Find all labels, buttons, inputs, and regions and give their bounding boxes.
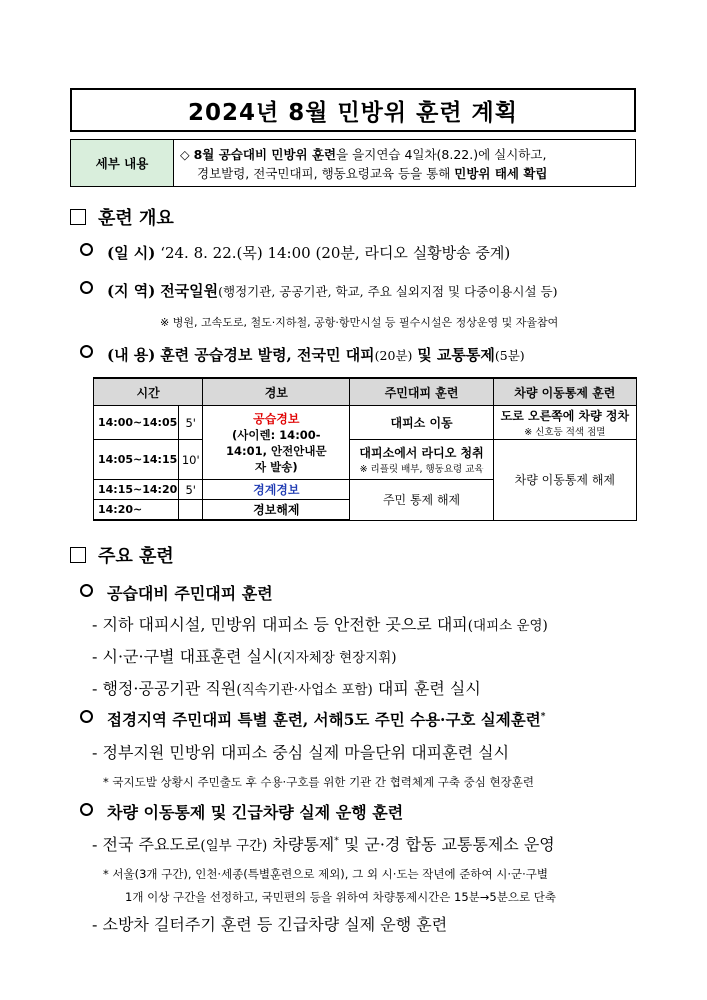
alarm-sub: (사이렌: 14:00-14:01, 안전안내문자 발송) [226,428,327,474]
area-extra: (행정기관, 공공기관, 학교, 주요 실외지점 및 다중이용시설 등) [218,284,558,299]
time-value: ‘24. 8. 22.(목) 14:00 [160,244,311,262]
item-sub: (일부 구간) [200,838,268,854]
cell-alarm-warn [203,480,350,500]
circle-bullet-icon [80,803,93,816]
traffic1: 도로 오른쪽에 차량 정차 [500,409,630,423]
group-3-title [80,800,403,823]
summary-bold-2: 민방위 태세 확립 [454,166,548,181]
footnote-star: * [540,711,546,722]
group-3-note-2: 1개 이상 구간을 선정하고, 국민편의 등을 위하여 차량통제시간은 15분→5분으로 단축 [125,890,556,904]
cell-evac1: 대피소 이동 [350,406,493,440]
section-heading-text: 훈련 개요 [98,208,174,229]
item-text: 차량통제 [267,835,335,854]
content-v2: 및 교통통제 [417,346,495,364]
time-label: (일 시) [107,244,156,262]
alarm-warn: 경계경보 [253,483,300,497]
training-schedule-table [93,377,637,521]
group-3-item [92,832,555,855]
circle-bullet-icon [80,584,93,597]
cell-time: 14:05~14:15 [94,440,179,480]
content-v2s: (5분) [494,348,525,363]
cell-alarm-clear: 경보해제 [203,500,350,521]
area-label: (지 역) [107,282,156,300]
square-bullet-icon [70,547,86,563]
header-evac: 주민대피 훈련 [350,378,493,406]
table-row [94,440,637,480]
cell-time: 14:20~ [94,500,179,521]
summary-text [174,140,635,186]
circle-bullet-icon [80,710,93,723]
cell-min: 10' [179,440,203,480]
diamond-bullet: ◇ [180,147,190,162]
area-value: 전국일원 [160,282,219,300]
circle-bullet-icon [80,345,93,358]
cell-evac3: 주민 통제 해제 [350,480,493,521]
table-header-row [94,378,637,406]
group-1-text: 공습대비 주민대피 훈련 [107,584,273,603]
section-heading-main-training [70,542,174,568]
evac2-note: ※ 리플릿 배부, 행동요령 교육 [359,464,484,475]
item-tail: 대피 훈련 실시 [372,679,481,698]
content-label: (내 용) [107,346,156,364]
alarm-main: 공습경보 [253,412,300,426]
section-heading-overview [70,204,174,230]
time-extra: (20분, 라디오 실황방송 중계) [315,244,511,262]
item-text: - 행정·공공기관 직원 [92,679,237,698]
summary-bold-1: 8월 공습대비 민방위 훈련 [193,147,337,162]
content-v1s: (20분) [374,348,413,363]
item-text: - 지하 대피시설, 민방위 대피소 등 안전한 곳으로 대피 [92,615,468,634]
summary-box [70,139,636,187]
group-1-item [92,676,481,699]
circle-bullet-icon [80,243,93,256]
item-sub: (대피소 운영) [467,618,548,634]
header-time: 시간 [94,378,203,406]
group-2-title [80,708,545,730]
overview-area [80,280,557,301]
cell-alarm-main [203,406,350,480]
item-sub: (지자체장 현장지휘) [277,650,397,666]
summary-label: 세부 내용 [71,140,174,186]
page-title: 2024년 8월 민방위 훈련 계획 [70,88,636,132]
cell-evac2 [350,440,493,480]
item-text: 및 군·경 합동 교통통제소 운영 [338,835,555,854]
cell-time: 14:00~14:05 [94,406,179,440]
group-2-note: * 국지도발 상황시 주민출도 후 수용·구호를 위한 기관 간 협력체계 구축 중심 현장훈련 [103,775,534,789]
cell-time: 14:15~14:20 [94,480,179,500]
item-text: - 전국 주요도로 [92,835,201,854]
table-row [94,406,637,440]
circle-bullet-icon [80,281,93,294]
group-1-item [92,644,397,667]
evac2: 대피소에서 라디오 청취 [359,446,484,460]
item-sub: (직속기관·사업소 포함) [236,682,373,698]
content-v1: 훈련 공습경보 발령, 전국민 대피 [160,346,375,364]
square-bullet-icon [70,209,86,225]
group-1-item [92,612,548,635]
overview-time [80,242,510,263]
summary-text-2: 경보발령, 전국민대피, 행동요령교육 등을 통해 [197,166,451,181]
group-3-note-1: * 서울(3개 구간), 인천·세종(특별훈련으로 제외), 그 외 시·도는 작년에 준하여 시·군·구별 [103,867,548,881]
group-1-title [80,581,273,604]
cell-min [179,500,203,521]
footnote-star: * [334,836,339,847]
header-traffic: 차량 이동통제 훈련 [493,378,636,406]
summary-text-1: 을 을지연습 4일차(8.22.)에 실시하고, [336,147,547,162]
overview-content [80,344,525,365]
group-2-item: - 정부지원 민방위 대피소 중심 실제 마을단위 대피훈련 실시 [92,743,510,762]
header-alarm: 경보 [203,378,350,406]
traffic1-note: ※ 신호등 적색 점멸 [524,427,606,438]
section-heading-text: 주요 훈련 [98,546,174,567]
cell-min: 5' [179,406,203,440]
group-3-item: - 소방차 길터주기 훈련 등 긴급차량 실제 운행 훈련 [92,915,448,934]
cell-traffic2: 차량 이동통제 해제 [493,440,636,521]
area-note: ※ 병원, 고속도로, 철도·지하철, 공항·항만시설 등 필수시설은 정상운영 및 자율참여 [160,316,559,329]
cell-traffic1 [493,406,636,440]
cell-min: 5' [179,480,203,500]
group-2-text: 접경지역 주민대피 특별 훈련, 서해5도 주민 수용·구호 실제훈련 [107,710,541,729]
group-3-text: 차량 이동통제 및 긴급차량 실제 운행 훈련 [107,803,404,822]
item-text: - 시·군·구별 대표훈련 실시 [92,647,278,666]
